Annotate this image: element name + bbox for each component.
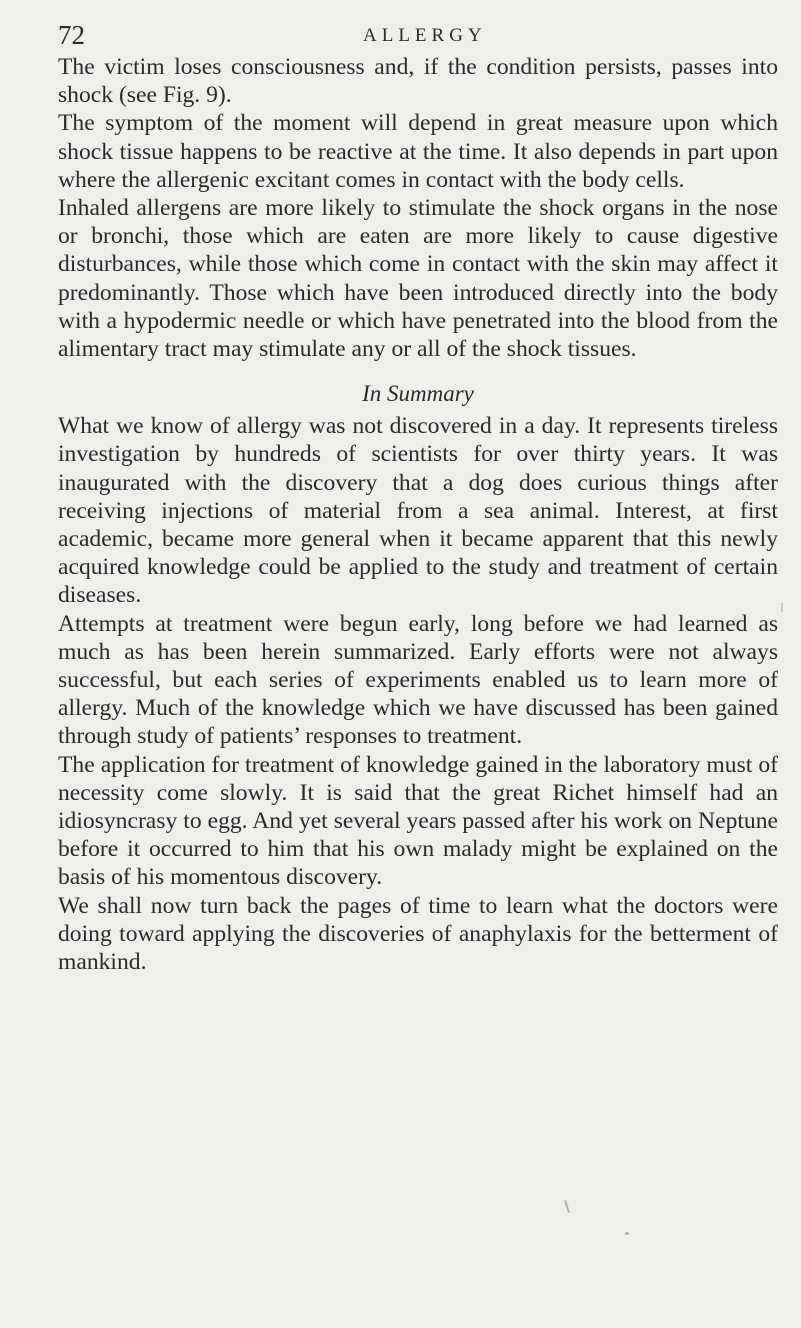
paragraph: The symptom of the moment will depend in great measure upon which shock tissue happens to be reactive at the time. It also depends in part upon where the allergenic excitant comes in contact with the body cells. <box>58 110 778 193</box>
section-heading: In Summary <box>362 381 474 407</box>
paragraph: Inhaled allergens are more likely to stimulate the shock organs in the nose or bronchi, those which are eaten are more likely to cause digestive disturbances, while those which come in contact with the skin may affect it predominantly. Those which have been introduced directly into the body with a hypodermic needle or which have penetrated into the blood from the alimentary tract may stimulate any or all of the shock tissues. <box>58 195 778 363</box>
body-text <box>58 53 778 976</box>
paper-speck <box>625 1232 629 1235</box>
paper-speck <box>781 603 783 612</box>
paragraph: The application for treatment of knowledge gained in the laboratory must of necessity come slowly. It is said that the great Richet himself had an idiosyncrasy to egg. And yet several years passed after his work on Neptune before it occurred to him that his own malady might be explained on the basis of his momentous discovery. <box>58 751 778 891</box>
page-header <box>58 20 778 50</box>
paragraph: We shall now turn back the pages of time to learn what the doctors were doing toward applying the discoveries of anaphylaxis for the betterment of mankind. <box>58 892 778 976</box>
running-head: ALLERGY <box>363 25 487 46</box>
paragraph: The victim loses consciousness and, if the condition persists, passes into shock (see Fig. 9). <box>58 54 778 109</box>
paragraph: Attempts at treatment were begun early, long before we had learned as much as has been herein summarized. Early efforts were not always successful, but each series of experiments enabled us to learn more of allergy. Much of the knowledge which we have discussed has been gained through study of patients’ responses to treatment. <box>58 610 778 750</box>
paragraph: What we know of allergy was not discovered in a day. It represents tireless investigation by hundreds of scientists for over thirty years. It was inaugurated with the discovery that a dog does curious things after receiving injections of material from a sea animal. Interest, at first academic, became more general when it became apparent that this newly acquired knowledge could be applied to the study and treatment of certain diseases. <box>58 413 778 609</box>
paper-speck <box>564 1200 570 1213</box>
page-number: 72 <box>58 20 85 50</box>
